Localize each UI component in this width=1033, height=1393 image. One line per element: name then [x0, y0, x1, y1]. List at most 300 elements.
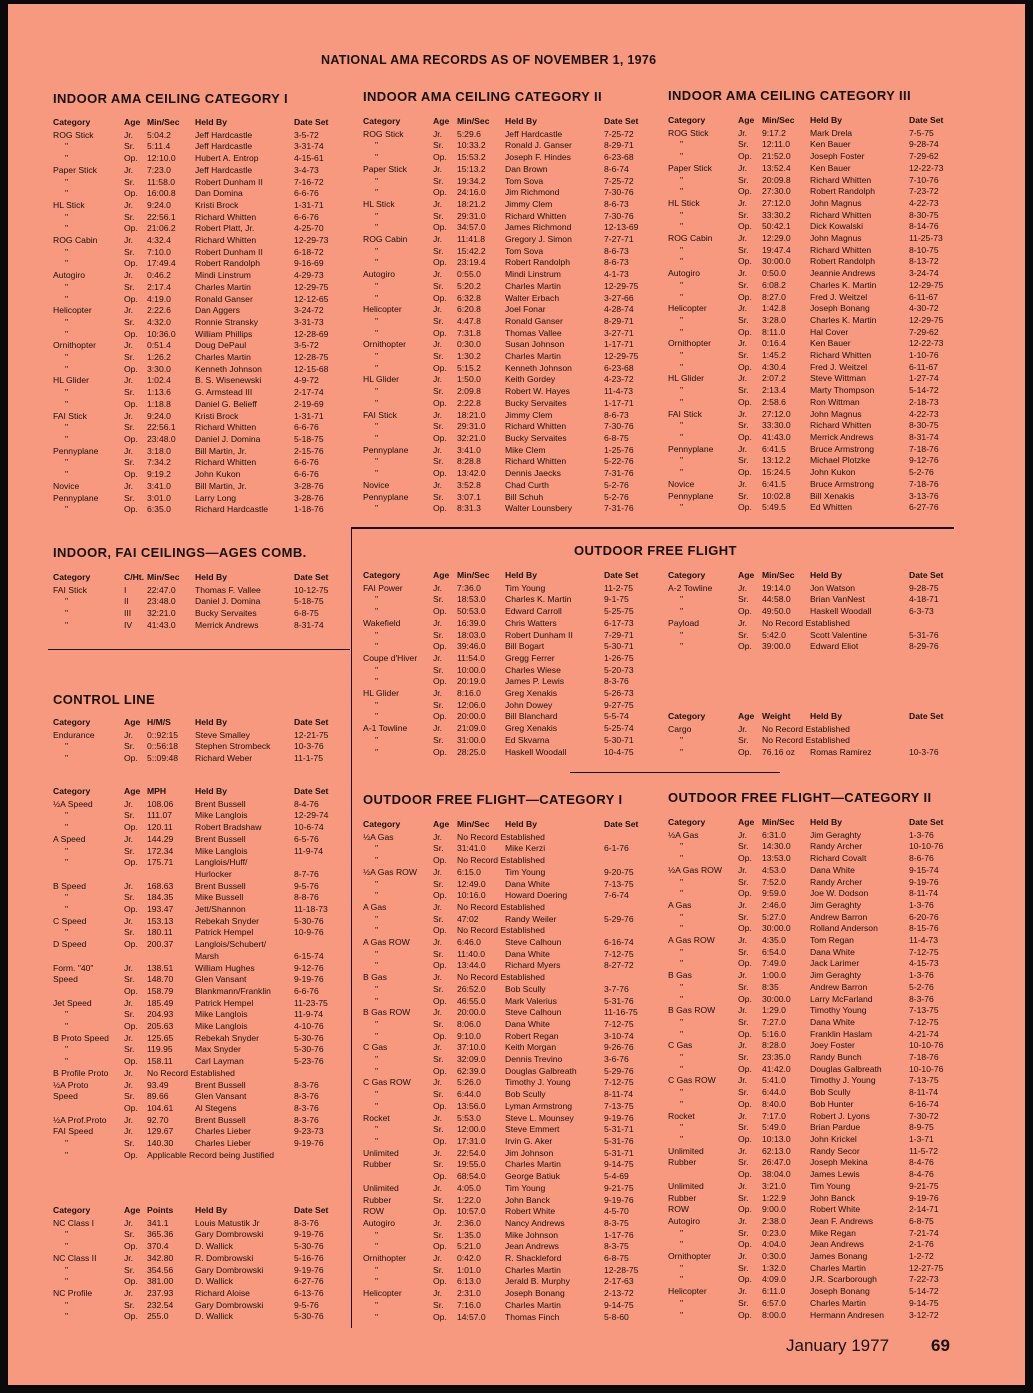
table-cell: Charles Martin: [810, 1262, 866, 1273]
table-cell: ": [680, 502, 684, 513]
table-cell: Op.: [433, 606, 447, 617]
table-cell: 2:09.8: [457, 386, 481, 397]
table-cell: Nancy Andrews: [505, 1217, 565, 1228]
table-cell: Charles Martin: [505, 1159, 561, 1170]
table-cell: Autogiro: [668, 268, 701, 279]
table-cell: 138.51: [147, 962, 174, 973]
table-cell: Paper Stick: [668, 162, 712, 173]
table-row: [53, 1091, 345, 1103]
table-cell: 18:53.0: [457, 594, 486, 605]
table-cell: Novice: [53, 480, 80, 491]
table-cell: Timothy J. Young: [505, 1077, 571, 1088]
table-row: [668, 1029, 960, 1041]
table-cell: Hal Cover: [810, 326, 849, 337]
table-cell: Charles Martin: [810, 1297, 866, 1308]
table-cell: Jr.: [124, 1032, 134, 1043]
table-row: [668, 1099, 960, 1111]
table-cell: Ken Bauer: [810, 338, 851, 349]
table-cell: 6:41.5: [762, 478, 786, 489]
table-row: [363, 996, 655, 1008]
table-cell: 4-15-73: [909, 958, 939, 969]
table-cell: HL Glider: [668, 373, 704, 384]
table-cell: 8-3-76: [294, 1091, 319, 1102]
table-cell: ": [65, 1229, 69, 1240]
table-cell: 7:10.0: [147, 246, 171, 257]
table-cell: 7-10-76: [909, 174, 939, 185]
table-cell: Bill Blanchard: [505, 711, 558, 722]
outdoor-ff-cargo-table: [668, 711, 960, 759]
table-cell: Pennyplane: [363, 444, 409, 455]
table-cell: Jr.: [738, 582, 748, 593]
table-cell: Tom Sova: [505, 175, 544, 186]
table-cell: Sr.: [738, 946, 749, 957]
table-cell: ": [680, 981, 684, 992]
table-cell: 9-19-76: [909, 876, 939, 887]
table-cell: Joel Fonar: [505, 304, 546, 315]
table-row: [53, 596, 345, 608]
table-cell: 11:41.8: [457, 234, 486, 245]
table-cell: ": [65, 1149, 69, 1160]
table-header-row: [53, 786, 345, 799]
table-cell: 8-15-76: [909, 923, 939, 934]
table-row: [668, 256, 960, 268]
table-cell: 15:42.2: [457, 245, 486, 256]
table-row: [668, 385, 960, 397]
table-cell: ": [65, 433, 69, 444]
table-cell: ": [375, 1018, 379, 1029]
column-header: Date Set: [294, 1205, 329, 1215]
table-row: [53, 469, 345, 481]
table-cell: Jr.: [738, 443, 748, 454]
table-cell: A Gas: [363, 901, 387, 912]
table-cell: Dennis Trevino: [505, 1054, 563, 1065]
column-header: Weight: [762, 711, 791, 721]
table-cell: 5:42.0: [762, 629, 786, 640]
table-cell: 9-15-74: [909, 864, 939, 875]
table-cell: 6:11.0: [762, 1286, 786, 1297]
table-cell: 0:30.0: [457, 339, 481, 350]
table-row: [363, 503, 655, 515]
table-cell: Sr.: [738, 1297, 749, 1308]
table-cell: 1:22.9: [762, 1192, 786, 1203]
table-cell: 12:06.0: [457, 699, 486, 710]
table-cell: B Gas: [668, 970, 692, 981]
table-cell: R. Dombrowski: [195, 1252, 254, 1263]
table-cell: Robert Dunham II: [505, 629, 573, 640]
table-cell: Sr.: [433, 594, 444, 605]
table-cell: 7:27.0: [762, 1016, 786, 1027]
table-cell: 62:39.0: [457, 1065, 486, 1076]
table-cell: 9-21-75: [604, 1182, 634, 1193]
table-cell: ": [375, 257, 379, 268]
table-cell: Sr.: [124, 316, 135, 327]
table-cell: Mike Langlois: [195, 1009, 248, 1020]
table-cell: Sr.: [433, 1054, 444, 1065]
column-header: Points: [147, 1205, 174, 1215]
section-title-indoor-cat3: INDOOR AMA CEILING CATEGORY III: [668, 88, 912, 103]
table-cell: 120.11: [147, 822, 173, 833]
table-row: [668, 900, 960, 912]
table-cell: 5-20-73: [604, 664, 634, 675]
control-line-endurance-table: [53, 717, 345, 765]
table-cell: 8:06.0: [457, 1018, 481, 1029]
table-cell: Douglas Galbreath: [505, 1065, 577, 1076]
table-cell: Robert White: [810, 1204, 861, 1215]
table-cell: 15:53.2: [457, 152, 486, 163]
table-cell: 7-30-76: [604, 421, 634, 432]
table-cell: 9-14-75: [604, 1299, 634, 1310]
table-row: [53, 141, 345, 153]
table-cell: ": [65, 904, 69, 915]
table-cell: ": [680, 876, 684, 887]
table-row: [363, 653, 655, 665]
table-cell: II: [124, 596, 129, 607]
table-cell: 6-6-76: [294, 211, 319, 222]
table-cell: Andrew Barron: [810, 911, 868, 922]
table-cell: 32:09.0: [457, 1054, 486, 1065]
column-header: Date Set: [909, 711, 944, 721]
table-cell: 18:21.0: [457, 409, 486, 420]
table-row: [363, 269, 655, 281]
table-cell: Jr.: [433, 901, 443, 912]
table-cell: B Gas ROW: [363, 1007, 411, 1018]
table-cell: Jr.: [433, 234, 443, 245]
table-cell: 1:29.0: [762, 1005, 786, 1016]
table-cell: Rebekah Snyder: [195, 915, 260, 926]
table-cell: 4:32.4: [147, 235, 171, 246]
table-cell: Op.: [433, 397, 447, 408]
table-cell: Sr.: [738, 455, 749, 466]
table-cell: 4-29-73: [294, 270, 324, 281]
table-cell: Sr.: [124, 211, 135, 222]
table-cell: 11-4-73: [909, 935, 938, 946]
table-cell: ": [375, 1124, 379, 1135]
table-cell: FAI Stick: [53, 410, 87, 421]
table-cell: Robert W. Hayes: [505, 386, 570, 397]
table-cell: Sr.: [738, 279, 749, 290]
table-cell: 8:35: [762, 981, 779, 992]
table-cell: 12-29-75: [604, 351, 639, 362]
table-cell: 17:49.4: [147, 258, 176, 269]
table-cell: ": [680, 1274, 684, 1285]
table-cell: 27:30.0: [762, 186, 791, 197]
table-cell: [147, 869, 195, 881]
table-cell: Jr.: [433, 128, 443, 139]
table-cell: Charles K. Martin: [810, 314, 877, 325]
table-cell: 7:49.0: [762, 958, 786, 969]
table-cell: 11-9-74: [294, 1009, 323, 1020]
table-cell: 11-23-75: [294, 997, 328, 1008]
table-cell: Rubber: [363, 1159, 392, 1170]
table-cell: 7-30-72: [909, 1110, 939, 1121]
table-cell: Chad Curth: [505, 479, 549, 490]
table-cell: 12-29-75: [294, 281, 329, 292]
table-cell: Op.: [738, 151, 752, 162]
table-cell: 200.37: [147, 939, 174, 950]
table-cell: Dana White: [810, 1016, 855, 1027]
table-cell: Jr.: [433, 444, 443, 455]
table-cell: Sr.: [433, 386, 444, 397]
table-row: [668, 233, 960, 245]
table-row: [668, 1298, 960, 1310]
table-cell: 8-4-76: [909, 1157, 934, 1168]
table-cell: Sr.: [124, 1264, 135, 1275]
table-cell: Rebekah Snyder: [195, 1032, 260, 1043]
table-cell: 31:41.0: [457, 843, 486, 854]
table-cell: 10:00.0: [457, 664, 486, 675]
table-cell: 3-31-73: [294, 316, 324, 327]
table-cell: Op.: [433, 503, 447, 514]
column-header: Held By: [195, 786, 227, 796]
table-row: [53, 411, 345, 423]
table-cell: 185.49: [147, 997, 174, 1008]
table-cell: 6-20-76: [909, 911, 939, 922]
table-cell: Sr.: [738, 876, 749, 887]
outdoor-ff-towline-table: [668, 570, 960, 653]
table-cell: Op.: [738, 502, 752, 513]
table-row: [363, 676, 655, 688]
table-cell: William Hughes: [195, 962, 255, 973]
table-cell: ": [65, 469, 69, 480]
table-cell: ": [375, 468, 379, 479]
table-cell: Brent Bussell: [195, 1079, 246, 1090]
table-cell: Op.: [433, 1100, 447, 1111]
table-cell: Op.: [433, 925, 447, 936]
table-cell: 21:09.0: [457, 723, 486, 734]
table-row: [53, 1056, 345, 1068]
table-cell: Jr.: [124, 1252, 134, 1263]
table-row: [363, 1019, 655, 1031]
table-row: [363, 1066, 655, 1078]
table-cell: [147, 951, 195, 963]
table-row: [668, 1087, 960, 1099]
table-row: [363, 152, 655, 164]
table-cell: 22:54.0: [457, 1147, 486, 1158]
table-cell: Jr.: [124, 833, 134, 844]
table-cell: Dick Kowalski: [810, 221, 864, 232]
table-cell: Jack Larimer: [810, 958, 860, 969]
table-cell: Jr.: [124, 235, 134, 246]
table-row: [668, 735, 960, 747]
table-cell: Op.: [433, 152, 447, 163]
table-cell: ": [375, 913, 379, 924]
table-cell: Op.: [433, 890, 447, 901]
table-cell: 7-13-75: [604, 1100, 634, 1111]
table-cell: 8-6-76: [909, 853, 934, 864]
table-cell: 4-22-73: [909, 408, 939, 419]
table-cell: William Phillips: [195, 328, 253, 339]
table-cell: 7-30-76: [604, 187, 634, 198]
table-cell: 46:55.0: [457, 995, 486, 1006]
table-cell: Jr.: [433, 198, 443, 209]
table-cell: 12-28-75: [294, 352, 329, 363]
table-cell: 6:41.5: [762, 443, 786, 454]
table-cell: Sr.: [433, 629, 444, 640]
table-cell: Rocket: [363, 1112, 390, 1123]
table-cell: Sr.: [738, 174, 749, 185]
table-cell: ": [375, 245, 379, 256]
table-row: [668, 923, 960, 935]
table-cell: 12-29-75: [909, 279, 944, 290]
table-row: [363, 1171, 655, 1183]
table-row: [53, 422, 345, 434]
table-cell: No Record Established: [762, 723, 850, 734]
table-row: [53, 212, 345, 224]
table-cell: Jr.: [433, 1147, 443, 1158]
table-cell: John Banck: [505, 1194, 550, 1205]
table-cell: 6-13-76: [294, 1287, 324, 1298]
table-cell: Op.: [433, 1311, 447, 1322]
table-cell: Op.: [433, 257, 447, 268]
table-cell: 8-6-73: [604, 198, 629, 209]
table-cell: ": [65, 845, 69, 856]
table-cell: 8-29-76: [909, 641, 939, 652]
table-cell: B Profile Proto: [53, 1067, 109, 1078]
table-cell: 11-9-74: [294, 845, 323, 856]
table-cell: Sr.: [738, 1227, 749, 1238]
table-cell: Unlimited: [363, 1182, 399, 1193]
table-row: [53, 317, 345, 329]
table-cell: 9-5-76: [294, 1299, 319, 1310]
table-cell: 16:39.0: [457, 617, 486, 628]
table-cell: 1:42.8: [762, 303, 786, 314]
table-cell: 1-17-71: [604, 397, 634, 408]
table-cell: Jr.: [124, 305, 134, 316]
table-cell: Jr.: [738, 303, 748, 314]
table-cell: Sr.: [433, 948, 444, 959]
table-cell: Jr.: [433, 374, 443, 385]
table-cell: [294, 857, 345, 869]
table-cell: ": [375, 855, 379, 866]
table-cell: Jim Geraghty: [810, 899, 862, 910]
table-cell: 6-23-68: [604, 152, 634, 163]
table-cell: ": [375, 948, 379, 959]
table-cell: Jerald B. Murphy: [505, 1276, 570, 1287]
table-cell: HL Glider: [363, 688, 399, 699]
table-cell: ": [65, 1056, 69, 1067]
table-header-row: [363, 116, 655, 129]
table-cell: Jimmy Clem: [505, 198, 553, 209]
table-cell: 4:05.0: [457, 1182, 481, 1193]
table-cell: C Gas: [668, 1040, 693, 1051]
table-row: [53, 1080, 345, 1092]
table-cell: 1-3-76: [909, 970, 934, 981]
table-cell: Payload: [668, 617, 700, 628]
table-cell: Sr.: [738, 1016, 749, 1027]
table-cell: 6-6-76: [294, 985, 319, 996]
table-cell: ": [680, 396, 684, 407]
column-header: Category: [53, 1205, 91, 1215]
table-cell: ROG Stick: [363, 128, 404, 139]
table-cell: Charles Lieber: [195, 1138, 251, 1149]
table-cell: 8-4-76: [909, 1169, 934, 1180]
table-cell: 12-29-74: [294, 810, 329, 821]
table-cell: ": [680, 431, 684, 442]
table-cell: ": [375, 280, 379, 291]
table-cell: Tim Young: [505, 866, 546, 877]
table-cell: Kristi Brock: [195, 410, 239, 421]
table-cell: Mark Drela: [810, 127, 853, 138]
table-cell: 1:32.0: [762, 1262, 786, 1273]
table-row: [668, 467, 960, 479]
table-cell: Bill Martin, Jr.: [195, 480, 247, 491]
column-header: Age: [433, 570, 450, 580]
table-cell: Jr.: [124, 880, 134, 891]
table-cell: Sr.: [433, 1229, 444, 1240]
table-row: [363, 176, 655, 188]
table-cell: Mark Valerius: [505, 995, 557, 1006]
table-cell: ": [680, 455, 684, 466]
table-cell: Jr.: [124, 375, 134, 386]
table-cell: Larry Long: [195, 492, 237, 503]
table-cell: Jeff Hardcastle: [195, 141, 253, 152]
table-cell: Rubber: [363, 1194, 392, 1205]
table-cell: 153.13: [147, 915, 174, 926]
column-header: Age: [124, 1205, 141, 1215]
table-cell: Op.: [738, 396, 752, 407]
table-cell: ": [680, 1098, 684, 1109]
table-cell: ": [375, 432, 379, 443]
table-cell: 1-26-75: [604, 652, 634, 663]
table-cell: 5-29-76: [604, 913, 634, 924]
table-cell: Merrick Andrews: [810, 431, 874, 442]
table-row: [53, 305, 345, 317]
table-row: [363, 374, 655, 386]
table-cell: 10:33.2: [457, 140, 486, 151]
table-cell: 1-17-76: [604, 1229, 634, 1240]
column-header: Held By: [195, 572, 227, 582]
table-cell: 180.11: [147, 927, 173, 938]
table-cell: Richard Whitten: [195, 457, 257, 468]
table-cell: Jr.: [738, 1215, 748, 1226]
table-cell: 8-27-72: [604, 960, 634, 971]
table-cell: 89.66: [147, 1091, 169, 1102]
table-cell: 4-10-76: [294, 1021, 324, 1032]
table-cell: 6-8-75: [604, 1253, 629, 1264]
table-cell: No Record Established: [457, 901, 545, 912]
table-row: [53, 986, 345, 998]
table-cell: Walter Erbach: [505, 292, 560, 303]
table-cell: 6-6-76: [294, 469, 319, 480]
table-cell: Irvin G. Aker: [505, 1135, 553, 1146]
table-row: [363, 129, 655, 141]
table-cell: Robert Regan: [505, 1030, 559, 1041]
table-cell: 8-29-71: [604, 140, 634, 151]
table-cell: 6:57.0: [762, 1297, 786, 1308]
table-cell: 13:56.0: [457, 1100, 486, 1111]
table-row: [668, 877, 960, 889]
table-row: [53, 881, 345, 893]
table-cell: ": [375, 362, 379, 373]
table-row: [363, 445, 655, 457]
table-cell: 6-16-74: [604, 937, 634, 948]
table-row: [668, 280, 960, 292]
table-cell: Op.: [124, 822, 138, 833]
section-title-ff-cat2: OUTDOOR FREE FLIGHT—CATEGORY II: [668, 790, 932, 805]
table-cell: 5-25-75: [604, 606, 634, 617]
table-row: [668, 1216, 960, 1228]
table-cell: Jr.: [433, 479, 443, 490]
table-cell: ROG Stick: [53, 129, 94, 140]
table-cell: Mindi Linstrum: [195, 270, 251, 281]
table-cell: Robert Dunham II: [195, 246, 263, 257]
table-row: [668, 606, 960, 618]
table-cell: 1:22.0: [457, 1194, 481, 1205]
table-cell: Daniel J. Domina: [195, 433, 261, 444]
table-cell: 5:20.2: [457, 280, 481, 291]
table-cell: Sr.: [433, 734, 444, 745]
table-row: [363, 925, 655, 937]
